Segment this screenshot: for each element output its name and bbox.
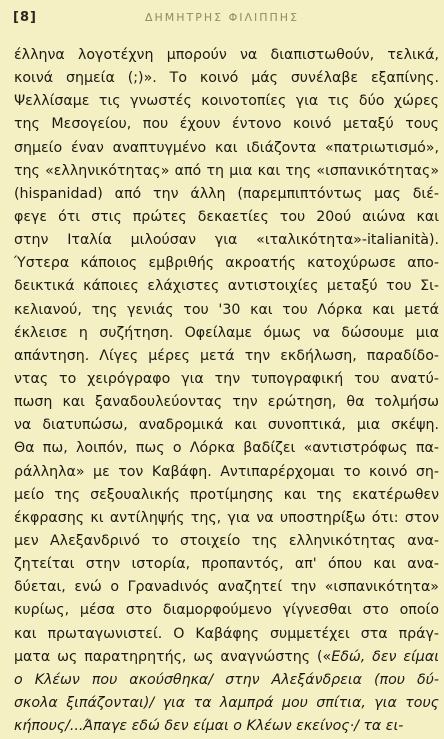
text-line — [14, 646, 439, 669]
italic-quote-segment: Εδώ, δεν είμαι — [331, 648, 439, 665]
text-line — [14, 44, 439, 67]
text-segment: κυρίως, μέσα στο διαμορφούμενο γίγνεσθαι στο οποίο — [14, 602, 439, 619]
text-line — [14, 113, 439, 136]
text-segment: δεικτικά κάποιες ελάχιστες αντιστοιχίες μεταξύ του Σι- — [14, 278, 439, 295]
text-line — [14, 160, 439, 183]
italic-quote-segment: κήπους/...Άπαγε εδώ δεν είμαι ο Κλέων εκείνος·/ τα ει- — [14, 718, 404, 735]
text-segment: και πρωταγωνιστεί. Ο Καβάφης συμμετέχει στα πράγ- — [14, 625, 439, 642]
text-segment: μείο της σεξουαλικής προτίμησης και της εκατέρωθεν — [14, 486, 439, 503]
text-segment: της «ελληνικότητας» από τη μια και της «ισπανικότητας» — [14, 162, 439, 179]
running-head: ΔΗΜΗΤΡΗΣ ΦΙΛΙΠΠΗΣ — [144, 11, 300, 24]
text-segment: ράλληλα» με τον Καβάφη. Αντιπαρέρχομαι το κοινό ση- — [14, 463, 439, 480]
text-line — [14, 206, 439, 229]
text-segment: απάντηση. Λίγες μέρες μετά την εκδήλωση, παραδίδο- — [14, 347, 439, 364]
text-segment: έκλεισε η συζήτηση. Οφείλαμε όμως να δώσουμε μια — [14, 324, 439, 341]
text-segment: (hispanidad) από την άλλη (παρεμπιπτόντως μας διέ- — [14, 185, 439, 202]
italic-quote-segment: σκολα ξιπάζονται)/ για τα λαμπρά μου σπίτια, για τους — [14, 694, 439, 711]
body-text — [14, 44, 439, 738]
italic-quote-segment: ο Κλέων που ακούσθηκα/ στην Αλεξάνδρεια (που δύ- — [14, 671, 439, 688]
text-segment: της Μεσογείου, που έχουν έντονο κοινό μεταξύ τους — [14, 116, 439, 133]
text-line — [14, 414, 439, 437]
text-line — [14, 183, 439, 206]
text-line — [14, 137, 439, 160]
text-segment: πωση και ξαναδουλεύοντας την ερώτηση, θα τολμήσω — [14, 394, 439, 411]
text-line — [14, 576, 439, 599]
text-line — [14, 669, 439, 692]
text-line — [14, 252, 439, 275]
page-header — [0, 8, 444, 30]
text-line — [14, 507, 439, 530]
text-line — [14, 715, 439, 738]
text-segment: κελιανού, της γενιάς του '30 και του Λόρκα και μετά — [14, 301, 439, 318]
text-segment: στην Ιταλία μιλούσαν για «ιταλικότητα»-italianità). — [14, 232, 439, 249]
text-line — [14, 623, 439, 646]
text-line — [14, 692, 439, 715]
text-line — [14, 553, 439, 576]
text-line — [14, 484, 439, 507]
text-segment: να διατυπώσω, αναδρομικά και συνοπτικά, μια σκέψη. — [14, 417, 439, 434]
text-segment: ζητείται στην ιστορία, προπαντός, απ' όπου και ανα- — [14, 556, 439, 573]
text-line — [14, 345, 439, 368]
text-segment: ντας το χειρόγραφο για την τυπογραφική του ανατύ- — [14, 370, 439, 387]
text-line — [14, 461, 439, 484]
page-number: [8] — [13, 10, 37, 25]
text-segment: έλληνα λογοτέχνη μπορούν να διαπιστωθούν, τελικά, — [14, 47, 439, 63]
text-line — [14, 530, 439, 553]
text-line — [14, 299, 439, 322]
text-line — [14, 67, 439, 90]
text-segment: μεν Αλεξανδρινό το στοιχείο της ελληνικότητας ανα- — [14, 532, 439, 549]
text-segment: έκφρασης κι αντίληψής της, για να υποστηρίξω ότι: στον — [14, 509, 439, 526]
text-segment: φεγε ότι στις πρώτες δεκαετίες του 20ού αιώνα και — [14, 208, 439, 225]
text-line — [14, 437, 439, 460]
text-segment: Ψελλίσαμε τις γνωστές κοινοτοπίες για τις δύο χώρες — [14, 93, 439, 110]
text-segment: Θα πω, λοιπόν, πως ο Λόρκα βαδίζει «αντιστρόφως πα- — [14, 440, 439, 457]
text-segment: σημείο έναν αναπτυγμένο και ιδιάζοντα «πατριωτισμό», — [14, 139, 439, 156]
text-line — [14, 90, 439, 113]
text-segment: δύεται, ενώ ο Γρανadινός αναζητεί την «ισπανικότητα» — [14, 579, 439, 596]
text-line — [14, 599, 439, 622]
text-segment: κοινά σημεία (;)». Το κοινό μάς συνέλαβε εξαπίνης. — [14, 70, 439, 87]
text-line — [14, 391, 439, 414]
text-line — [14, 275, 439, 298]
text-line — [14, 368, 439, 391]
text-segment: ματα ως παρατηρητής, ως αναγνώστης (« — [14, 648, 332, 665]
text-line — [14, 229, 439, 252]
text-line — [14, 322, 439, 345]
text-segment: Ύστερα κάποιος εμβριθής ακροατής κατοχύρωσε απο- — [14, 255, 439, 272]
